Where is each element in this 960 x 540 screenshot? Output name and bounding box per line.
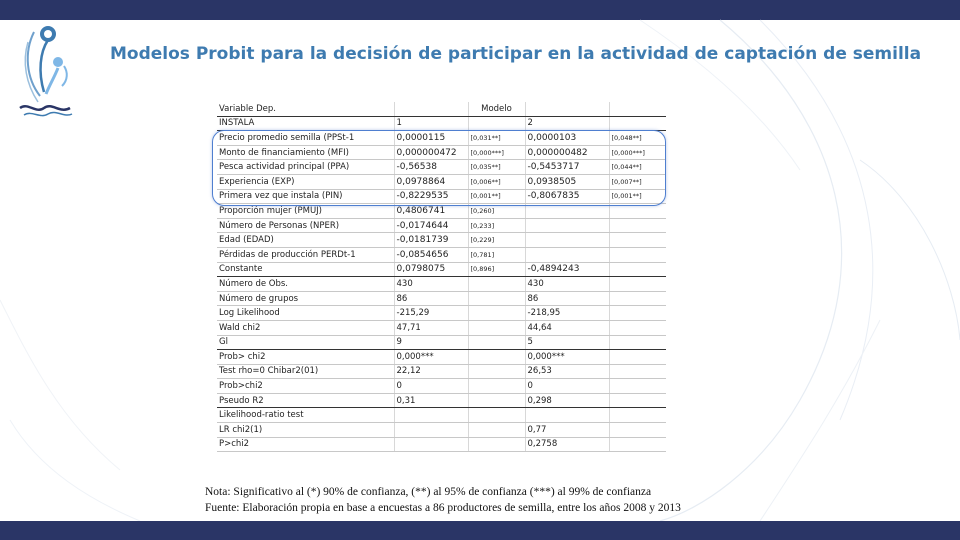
table-row [217,247,666,262]
value-cell: 0,0978864 [394,174,468,189]
value-cell: -0,0174644 [394,218,468,233]
table-row [217,335,666,350]
value-cell [525,408,609,423]
significance-cell: [0,048**] [609,131,666,146]
row-label: P>chi2 [217,437,394,452]
significance-cell: [0,781] [468,247,525,262]
value-cell: -215,29 [394,306,468,321]
value-cell: 9 [394,335,468,350]
value-cell: 0,000*** [525,350,609,365]
source-note: Fuente: Elaboración propia en base a encuestas a 86 productores de semilla, entre los años 2008 y 2013 [205,502,681,514]
value-cell [525,218,609,233]
value-cell: 0,298 [525,393,609,408]
significance-cell [609,306,666,321]
significance-cell [609,423,666,438]
significance-cell [609,335,666,350]
significance-cell [468,306,525,321]
table-row [217,262,666,277]
value-cell: -0,56538 [394,160,468,175]
row-label: Pesca actividad principal (PPA) [217,160,394,175]
value-cell: 430 [525,277,609,292]
value-cell: 0,0938505 [525,174,609,189]
row-label: Variable Dep. [217,102,394,116]
table-row [217,233,666,248]
slide-title: Modelos Probit para la decisión de participar en la actividad de captación de semilla [110,44,922,64]
significance-cell: [0,260] [468,204,525,219]
value-cell: 0 [394,379,468,394]
significance-cell: [0,035**] [468,160,525,175]
table-row [217,423,666,438]
value-cell: 86 [394,291,468,306]
significance-cell [609,116,666,131]
significance-cell: [0,007**] [609,174,666,189]
row-label: Proporción mujer (PMUJ) [217,204,394,219]
significance-cell [609,437,666,452]
table-row [217,379,666,394]
value-cell: 430 [394,277,468,292]
significance-cell [468,116,525,131]
value-cell: 0,000*** [394,350,468,365]
row-label: LR chi2(1) [217,423,394,438]
value-cell: 2 [525,116,609,131]
table-row [217,393,666,408]
significance-cell: [0,001**] [468,189,525,204]
table-row [217,306,666,321]
value-cell: 47,71 [394,320,468,335]
table-row [217,408,666,423]
value-cell: -0,4894243 [525,262,609,277]
significance-cell [609,247,666,262]
significance-cell [468,320,525,335]
row-label: Likelihood-ratio test [217,408,394,423]
significance-cell [468,335,525,350]
row-label: Prob> chi2 [217,350,394,365]
footnote [205,484,905,516]
significance-cell: [0,000***] [609,145,666,160]
highlight-box [212,130,666,206]
significance-cell: [0,233] [468,218,525,233]
value-cell [525,247,609,262]
table-row [217,320,666,335]
value-cell: 0 [525,379,609,394]
value-cell: 0,000000482 [525,145,609,160]
value-cell [394,102,468,116]
value-cell: 0,0798075 [394,262,468,277]
value-cell [525,102,609,116]
table-row [217,364,666,379]
significance-cell [609,277,666,292]
value-cell: 0,31 [394,393,468,408]
significance-cell [609,233,666,248]
value-cell: 44,64 [525,320,609,335]
significance-cell [468,364,525,379]
value-cell: -218,95 [525,306,609,321]
significance-cell [468,291,525,306]
value-cell: 5 [525,335,609,350]
row-label: Primera vez que instala (PIN) [217,189,394,204]
bottom-band [0,521,960,540]
significance-cell [468,350,525,365]
significance-cell [609,218,666,233]
significance-cell [468,437,525,452]
row-label: Precio promedio semilla (PPSt-1 [217,131,394,146]
significance-cell: [0,229] [468,233,525,248]
significance-cell [609,262,666,277]
table-row [217,102,666,116]
significance-cell [468,408,525,423]
row-label: Número de Obs. [217,277,394,292]
value-cell: 22,12 [394,364,468,379]
row-label: Wald chi2 [217,320,394,335]
value-cell [394,408,468,423]
significance-cell [468,393,525,408]
row-label: Pseudo R2 [217,393,394,408]
significance-cell [609,408,666,423]
row-label: Número de Personas (NPER) [217,218,394,233]
value-cell: 0,4806741 [394,204,468,219]
row-label: Monto de financiamiento (MFI) [217,145,394,160]
significance-cell [609,102,666,116]
significance-cell [468,379,525,394]
value-cell: -0,5453717 [525,160,609,175]
significance-cell [609,350,666,365]
value-cell: -0,0181739 [394,233,468,248]
value-cell: -0,8067835 [525,189,609,204]
significance-cell [468,423,525,438]
row-label: Gl [217,335,394,350]
table-row [217,116,666,131]
table-row [217,277,666,292]
table-row [217,437,666,452]
table-row [217,350,666,365]
value-cell: -0,8229535 [394,189,468,204]
table-row [217,218,666,233]
significance-cell: Modelo [468,102,525,116]
value-cell: 0,000000472 [394,145,468,160]
organization-logo [14,22,76,120]
significance-cell [609,364,666,379]
row-label: Constante [217,262,394,277]
value-cell: 0,0000103 [525,131,609,146]
value-cell: 0,77 [525,423,609,438]
value-cell [525,233,609,248]
row-label: Log Likelihood [217,306,394,321]
row-label: Prob>chi2 [217,379,394,394]
value-cell: 86 [525,291,609,306]
value-cell [394,437,468,452]
significance-cell: [0,001**] [609,189,666,204]
value-cell: 1 [394,116,468,131]
row-label: INSTALA [217,116,394,131]
significance-cell [468,277,525,292]
row-label: Número de grupos [217,291,394,306]
table-row [217,291,666,306]
value-cell: 0,0000115 [394,131,468,146]
value-cell: 26,53 [525,364,609,379]
value-cell [394,423,468,438]
row-label: Edad (EDAD) [217,233,394,248]
significance-cell: [0,031**] [468,131,525,146]
significance-cell [609,320,666,335]
significance-cell: [0,000***] [468,145,525,160]
value-cell: -0,0854656 [394,247,468,262]
significance-cell: [0,006**] [468,174,525,189]
row-label: Test rho=0 Chibar2(01) [217,364,394,379]
value-cell: 0,2758 [525,437,609,452]
significance-cell: [0,044**] [609,160,666,175]
row-label: Pérdidas de producción PERDt-1 [217,247,394,262]
significance-cell [609,291,666,306]
significance-cell [609,393,666,408]
significance-note: Nota: Significativo al (*) 90% de confianza, (**) al 95% de confianza (***) al 99% de confianza [205,486,652,498]
significance-cell: [0,896] [468,262,525,277]
significance-cell [609,379,666,394]
row-label: Experiencia (EXP) [217,174,394,189]
